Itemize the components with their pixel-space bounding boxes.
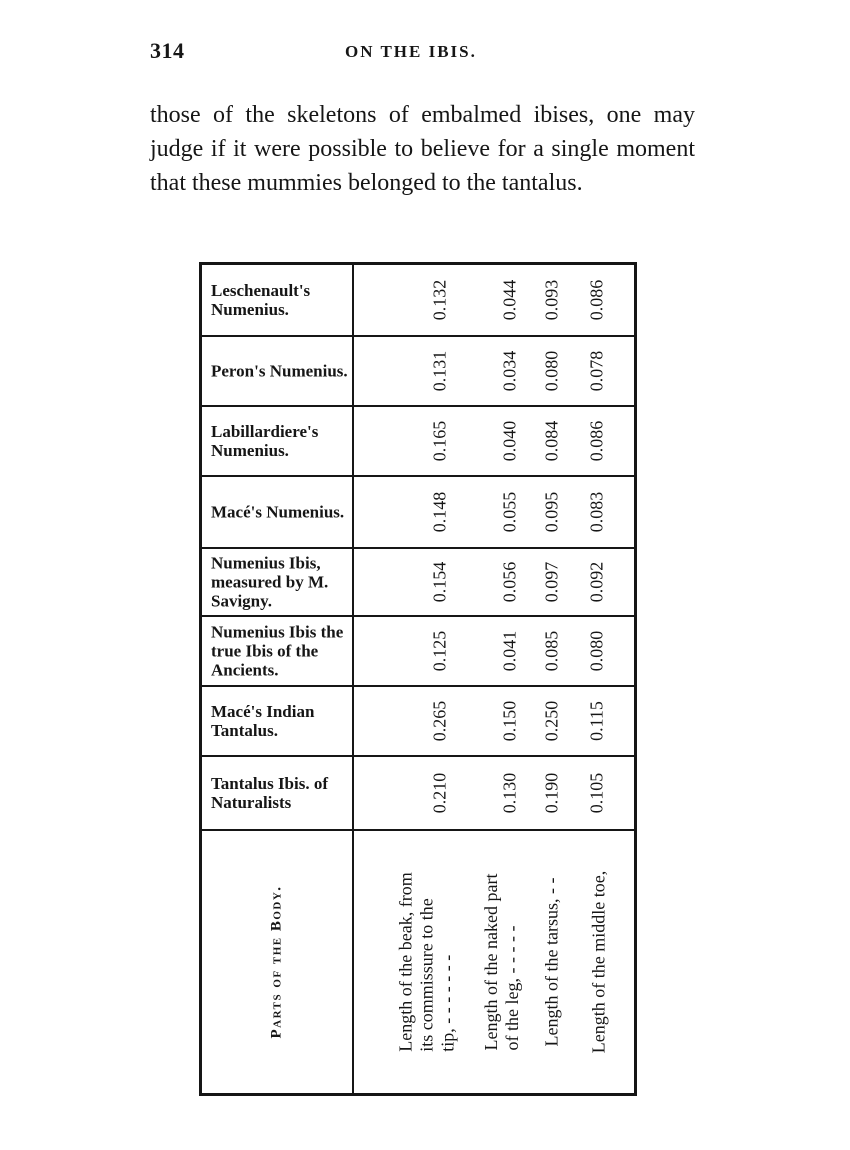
parts-heading: Parts of the Body. [268,885,285,1039]
measurement-value: 0.095 [541,491,562,533]
table-row [202,685,634,755]
body-part-line: Length of the tarsus, - - [541,877,562,1047]
measurement-value: 0.041 [499,630,520,672]
measurement-value: 0.080 [586,630,607,672]
column-rule [352,687,354,755]
measurement-value: 0.085 [541,630,562,672]
measurement-value: 0.083 [586,491,607,533]
measurement-value: 0.190 [541,772,562,814]
column-rule [352,337,354,405]
measurement-value: 0.086 [586,420,607,462]
measurement-value: 0.040 [499,420,520,462]
measurement-value: 0.130 [499,772,520,814]
measurement-value: 0.131 [429,350,450,392]
measurement-value: 0.097 [541,561,562,603]
running-title: ON THE IBIS. [345,42,477,61]
table-row [202,335,634,405]
species-name: Peron's Numenius. [211,361,348,381]
measurement-table [199,262,637,1096]
measurement-value: 0.078 [586,350,607,392]
species-name: Numenius Ibis the true Ibis of the Ancients. [211,622,344,680]
table-row [202,755,634,829]
column-rule [352,617,354,685]
species-name: Labillardiere's Numenius. [211,422,319,460]
measurement-value: 0.092 [586,561,607,603]
body-part-line: of the leg, - - - - - [502,925,522,1051]
table-row [202,405,634,475]
column-rule [352,757,354,829]
measurement-value: 0.084 [541,420,562,462]
column-rule [352,549,354,615]
measurement-value: 0.132 [429,279,450,321]
body-part-label [481,874,523,1051]
table-row [202,615,634,685]
measurement-value: 0.148 [429,491,450,533]
measurement-value: 0.265 [429,700,450,742]
species-name: Leschenault's Numenius. [211,281,311,319]
column-rule [352,407,354,475]
measurement-value: 0.086 [586,279,607,321]
measurement-value: 0.125 [429,630,450,672]
species-name: Numenius Ibis, measured by M. Savigny. [211,553,329,611]
body-part-line: Length of the middle toe, [588,870,609,1054]
body-part-line: Length of the beak, from [395,872,416,1052]
measurement-value: 0.044 [499,279,520,321]
table-row [202,265,634,335]
measurement-value: 0.034 [499,350,520,392]
measurement-value: 0.250 [541,700,562,742]
species-name: Macé's Numenius. [211,502,345,522]
body-part-label [589,871,610,1053]
column-rule [352,477,354,547]
measurement-value: 0.165 [429,420,450,462]
table-row [202,547,634,615]
parts-header-row [202,829,634,1093]
body-part-line: Length of the naked part [481,873,501,1051]
measurement-value: 0.080 [541,350,562,392]
measurement-value: 0.105 [586,772,607,814]
table-row [202,475,634,547]
measurement-value: 0.210 [429,772,450,814]
body-part-line: its commissure to the [416,898,437,1052]
measurement-value: 0.115 [586,701,607,741]
species-name: Macé's Indian Tantalus. [211,702,315,740]
body-part-label [396,872,459,1051]
column-rule [352,265,354,335]
species-name: Tantalus Ibis. of Naturalists [211,774,329,812]
measurement-value: 0.056 [499,561,520,603]
measurement-value: 0.150 [499,700,520,742]
body-part-label [542,878,563,1047]
body-paragraph: those of the skeletons of embalmed ibises, one may judge if it were possible to believe for a single moment that these mummies belonged to the tantalus. [150,102,695,196]
measurement-value: 0.093 [541,279,562,321]
measurement-value: 0.154 [429,561,450,603]
body-part-line: tip, - - - - - - - [437,954,458,1052]
page-number: 314 [150,38,185,63]
column-rule [352,831,354,1093]
measurement-value: 0.055 [499,491,520,533]
